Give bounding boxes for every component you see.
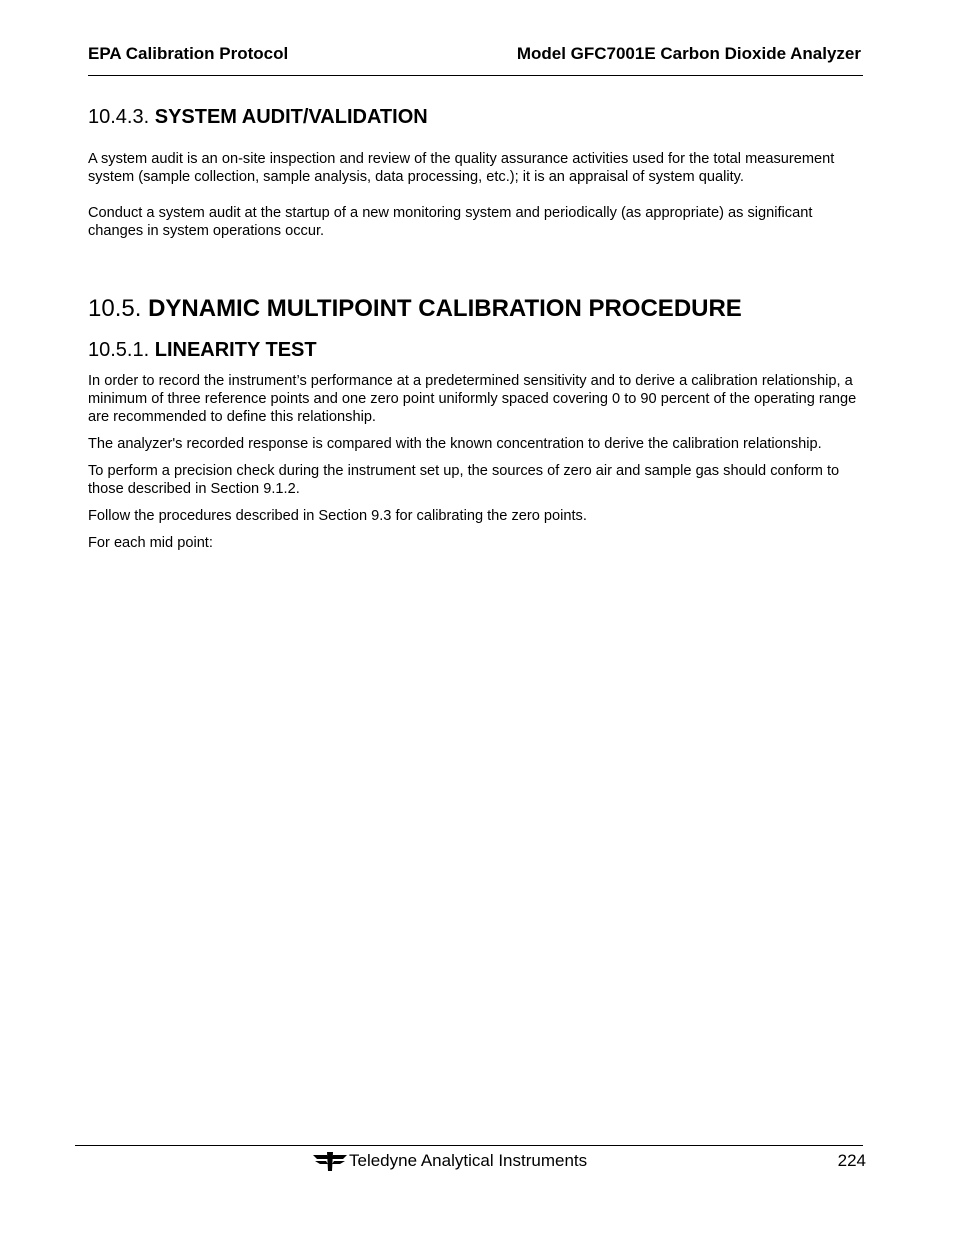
header-divider (88, 75, 863, 76)
section-heading-system-audit: 10.4.3. SYSTEM AUDIT/VALIDATION (88, 106, 428, 128)
teledyne-logo-icon (313, 1150, 347, 1172)
paragraph: A system audit is an on-site inspection and review of the quality assurance activities used for the total measurement system (sample collection, sample analysis, data processing, etc.); it is an appraisal of system quality. (88, 151, 835, 185)
paragraph: The analyzer's recorded response is compared with the known concentration to derive the calibration relationship. (88, 436, 822, 452)
page-header (88, 44, 861, 66)
paragraph: For each mid point: (88, 535, 213, 551)
footer-divider (75, 1145, 863, 1146)
page-number: 224 (837, 1151, 866, 1170)
section-heading-dynamic-multipoint: 10.5. DYNAMIC MULTIPOINT CALIBRATION PROCEDURE (88, 295, 742, 322)
paragraph: In order to record the instrument’s performance at a predetermined sensitivity and to derive a calibration relationship, a minimum of three reference points and one zero point uniformly spaced covering 0 to 90 percent of the operating range are recommended to define this relationship. (88, 373, 857, 425)
header-model-title: Model GFC7001E Carbon Dioxide Analyzer (516, 44, 861, 63)
header-document-section: EPA Calibration Protocol (88, 44, 289, 63)
section-heading-linearity-test: 10.5.1. LINEARITY TEST (88, 339, 317, 361)
footer-company-name: Teledyne Analytical Instruments (349, 1151, 588, 1170)
paragraph: To perform a precision check during the instrument set up, the sources of zero air and sample gas should conform to those described in Section 9.1.2. (88, 463, 840, 497)
paragraph: Conduct a system audit at the startup of a new monitoring system and periodically (as appropriate) as significant changes in system operations occur. (88, 205, 813, 239)
paragraph: Follow the procedures described in Section 9.3 for calibrating the zero points. (88, 508, 587, 524)
page-content (88, 104, 868, 552)
